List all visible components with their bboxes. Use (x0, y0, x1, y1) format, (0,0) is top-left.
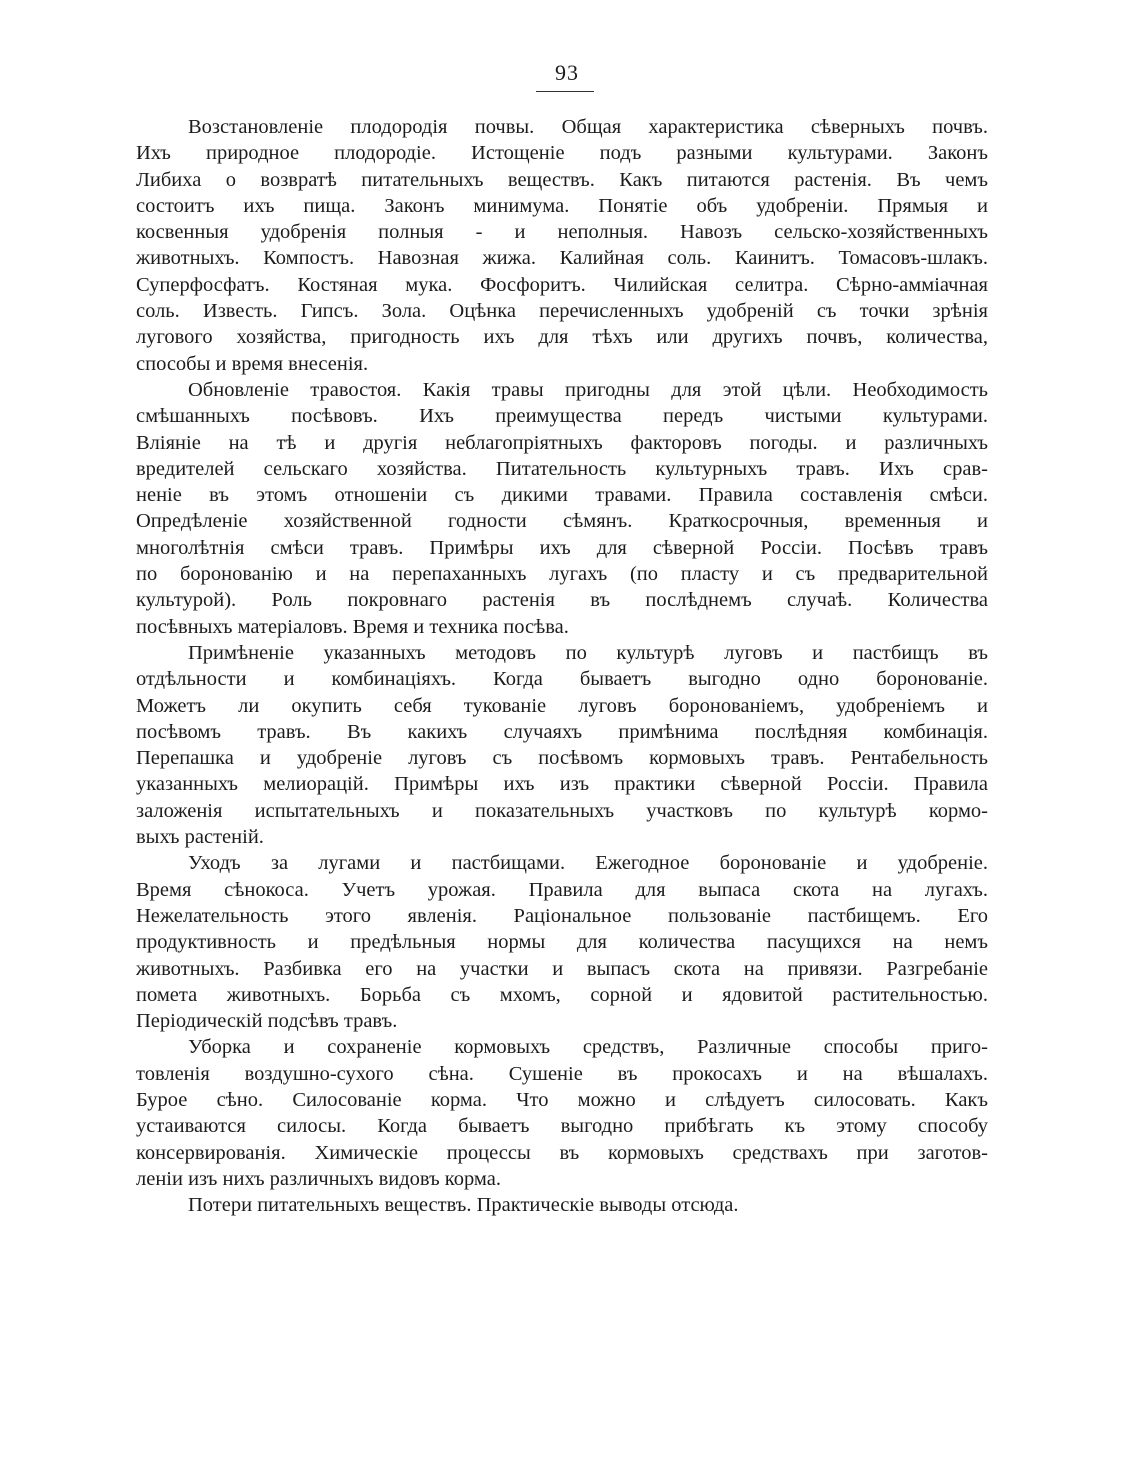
text-line: культурой). Роль покровнаго растенія въ послѣднемъ случаѣ. Количества (136, 589, 988, 612)
paragraph (136, 640, 988, 850)
text-line: по боронованію и на перепаханныхъ лугахъ (по пласту и съ предварительной (136, 563, 988, 586)
text-line: леніи изъ нихъ различныхъ видовъ корма. (136, 1167, 501, 1190)
text-line: Уходъ за лугами и пастбищами. Ежегодное боронованіе и удобреніе. (188, 852, 988, 875)
text-line: Либиха о возвратѣ питательныхъ веществъ. Какъ питаются растенія. Въ чемъ (136, 168, 988, 191)
page-number: 93 (555, 60, 579, 85)
text-line: посѣвомъ травъ. Въ какихъ случаяхъ примѣнима послѣдняя комбинація. (136, 720, 988, 743)
text-line: Вліяніе на тѣ и другія неблагопріятныхъ факторовъ погоды. и различныхъ (136, 431, 988, 454)
text-line: Обновленіе травостоя. Какія травы пригодны для этой цѣли. Необходимость (188, 378, 988, 401)
text-line: указанныхъ мелиорацій. Примѣры ихъ изъ практики сѣверной Россіи. Правила (136, 773, 988, 796)
text-line: товленія воздушно-сухого сѣна. Сушеніе въ прокосахъ и на вѣшалахъ. (136, 1062, 988, 1085)
body-text (136, 114, 988, 1218)
paragraph (136, 850, 988, 1034)
text-line: продуктивность и предѣльныя нормы для количества пасущихся на немъ (136, 931, 988, 954)
text-line: устаиваются силосы. Когда бываетъ выгодно прибѣгать къ этому способу (136, 1115, 988, 1138)
text-line: Нежелательность этого явленія. Раціональное пользованіе пастбищемъ. Его (136, 904, 988, 927)
page-number-rule (536, 91, 594, 92)
text-line: Бурое сѣно. Силосованіе корма. Что можно и слѣдуетъ силосовать. Какъ (136, 1088, 988, 1111)
paragraph (136, 114, 988, 377)
text-line: консервированія. Химическіе процессы въ кормовыхъ средствахъ при заготов- (136, 1141, 988, 1164)
text-line: Ихъ природное плодородіе. Истощеніе подъ разными культурами. Законъ (136, 142, 988, 165)
text-line: Періодическій подсѣвъ травъ. (136, 1010, 398, 1033)
text-line: Примѣненіе указанныхъ методовъ по культурѣ луговъ и пастбищъ въ (188, 641, 988, 664)
paragraph (136, 377, 988, 640)
text-line: животныхъ. Разбивка его на участки и выпасъ скота на привязи. Разгребаніе (136, 957, 988, 980)
text-line: Время сѣнокоса. Учетъ урожая. Правила для выпаса скота на лугахъ. (136, 878, 988, 901)
text-line: выхъ растеній. (136, 826, 264, 849)
text-line: заложенія испытательныхъ и показательныхъ участковъ по культурѣ кормо- (136, 799, 988, 822)
text-line: способы и время внесенія. (136, 352, 369, 375)
text-line: Перепашка и удобреніе луговъ съ посѣвомъ кормовыхъ травъ. Рентабельность (136, 747, 988, 770)
text-line: помета животныхъ. Борьба съ мхомъ, сорной и ядовитой растительностью. (136, 983, 988, 1006)
text-line: состоитъ ихъ пища. Законъ минимума. Понятіе объ удобреніи. Прямыя и (136, 194, 988, 217)
text-line: посѣвныхъ матеріаловъ. Время и техника посѣва. (136, 615, 569, 638)
text-line: косвенныя удобренія полныя - и неполныя. Навозъ сельско-хозяйственныхъ (136, 221, 988, 244)
text-line: Возстановленіе плодородія почвы. Общая характеристика сѣверныхъ почвъ. (188, 116, 988, 138)
text-line: Потери питательныхъ веществъ. Практическіе выводы отсюда. (188, 1194, 739, 1217)
text-line: Уборка и сохраненіе кормовыхъ средствъ, Различные способы приго- (188, 1036, 988, 1059)
text-line: многолѣтнія смѣси травъ. Примѣры ихъ для сѣверной Россіи. Посѣвъ травъ (136, 536, 988, 559)
text-line: смѣшанныхъ посѣвовъ. Ихъ преимущества передъ чистыми культурами. (136, 405, 988, 428)
text-line: Суперфосфатъ. Костяная мука. Фосфоритъ. Чилийская селитра. Сѣрно-амміачная (136, 273, 988, 296)
text-line: животныхъ. Компостъ. Навозная жижа. Калийная соль. Каинитъ. Томасовъ-шлакъ. (136, 247, 988, 270)
text-line: лугового хозяйства, пригодность ихъ для тѣхъ или другихъ почвъ, количества, (136, 326, 988, 349)
paragraph (136, 1034, 988, 1192)
text-line: вредителей сельскаго хозяйства. Питательность культурныхъ травъ. Ихъ срав- (136, 457, 988, 480)
text-line: Можетъ ли окупить себя тукованіе луговъ боронованіемъ, удобреніемъ и (136, 694, 988, 717)
paragraph (136, 1192, 988, 1218)
text-line: отдѣльности и комбинаціяхъ. Когда бываетъ выгодно одно боронованіе. (136, 668, 988, 691)
text-line: Опредѣленіе хозяйственной годности сѣмянъ. Краткосрочныя, временныя и (136, 510, 988, 533)
text-line: неніе въ этомъ отношеніи съ дикими травами. Правила составленія смѣси. (136, 484, 988, 507)
text-line: соль. Известь. Гипсъ. Зола. Оцѣнка перечисленныхъ удобреній съ точки зрѣнія (136, 300, 988, 323)
